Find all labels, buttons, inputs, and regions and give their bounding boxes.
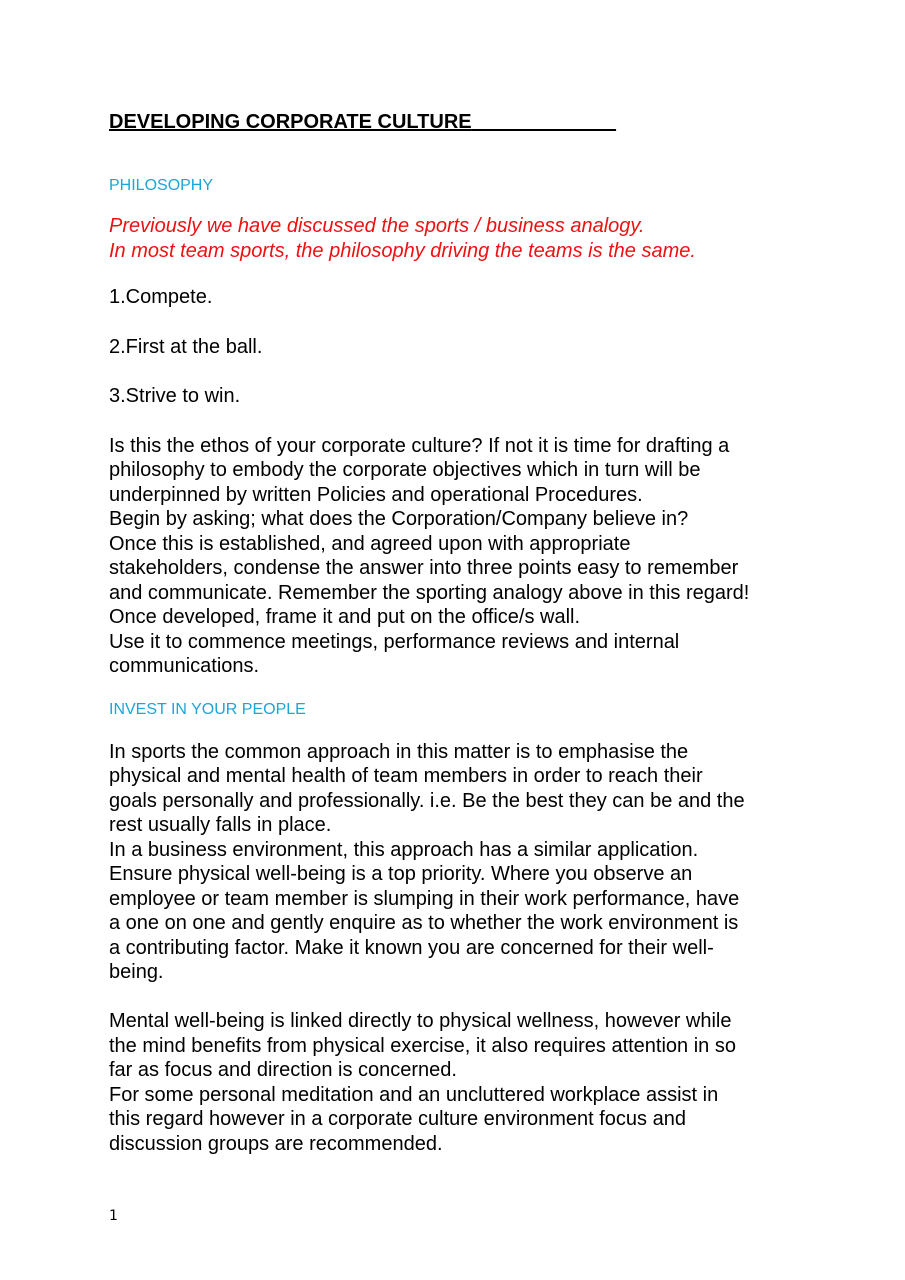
paragraph-line: communications.: [109, 655, 260, 677]
paragraph-line: Use it to commence meetings, performance reviews and internal: [109, 630, 680, 653]
list-item-compete: 1.Compete.: [109, 286, 213, 308]
philosophy-paragraph: [109, 434, 809, 679]
paragraph-line: this regard however in a corporate culture environment focus and: [109, 1108, 686, 1130]
intro-line: In most team sports, the philosophy driving the teams is the same.: [109, 239, 696, 262]
paragraph-line: underpinned by written Policies and operational Procedures.: [109, 483, 643, 506]
list-item-strive-to-win: 3.Strive to win.: [109, 385, 241, 407]
paragraph-line: Once developed, frame it and put on the office/s wall.: [109, 606, 581, 628]
paragraph-line: In a business environment, this approach has a similar application.: [109, 838, 699, 861]
paragraph-line: Once this is established, and agreed upon with appropriate: [109, 532, 631, 555]
paragraph-line: a one on one and gently enquire as to whether the work environment is: [109, 912, 739, 934]
document-title: [109, 110, 809, 134]
list-item-first-at-ball: 2.First at the ball.: [109, 335, 263, 358]
paragraph-line: Ensure physical well-being is a top priority. Where you observe an: [109, 863, 693, 885]
paragraph-line: goals personally and professionally. i.e. Be the best they can be and the: [109, 789, 745, 812]
paragraph-line: far as focus and direction is concerned.: [109, 1059, 457, 1081]
page-number: 1: [109, 1208, 118, 1224]
paragraph-line: In sports the common approach in this matter is to emphasise the: [109, 740, 689, 763]
intro-paragraph: [109, 214, 809, 263]
paragraph-line: being.: [109, 961, 164, 983]
paragraph-line: a contributing factor. Make it known you are concerned for their well-: [109, 936, 714, 959]
paragraph-line: physical and mental health of team members in order to reach their: [109, 765, 703, 787]
document-title-text: DEVELOPING CORPORATE CULTURE: [109, 111, 472, 133]
title-underline-space: [472, 111, 616, 133]
paragraph-line: philosophy to embody the corporate objectives which in turn will be: [109, 459, 701, 481]
section-heading-invest: INVEST IN YOUR PEOPLE: [109, 700, 306, 718]
invest-paragraph-2: [109, 1009, 809, 1156]
paragraph-line: Mental well-being is linked directly to physical wellness, however while: [109, 1010, 732, 1032]
paragraph-line: Is this the ethos of your corporate culture? If not it is time for drafting a: [109, 434, 730, 457]
paragraph-line: For some personal meditation and an uncluttered workplace assist in: [109, 1083, 719, 1106]
paragraph-line: Begin by asking; what does the Corporation/Company believe in?: [109, 508, 689, 530]
paragraph-line: employee or team member is slumping in their work performance, have: [109, 887, 740, 910]
paragraph-line: the mind benefits from physical exercise, it also requires attention in so: [109, 1034, 736, 1057]
paragraph-line: stakeholders, condense the answer into three points easy to remember: [109, 557, 739, 579]
section-heading-philosophy: PHILOSOPHY: [109, 177, 214, 194]
paragraph-line: rest usually falls in place.: [109, 814, 332, 836]
invest-paragraph-1: [109, 740, 809, 985]
paragraph-line: discussion groups are recommended.: [109, 1132, 443, 1155]
intro-line: Previously we have discussed the sports / business analogy.: [109, 215, 645, 237]
paragraph-line: and communicate. Remember the sporting analogy above in this regard!: [109, 581, 750, 604]
page-content: [109, 110, 809, 1156]
